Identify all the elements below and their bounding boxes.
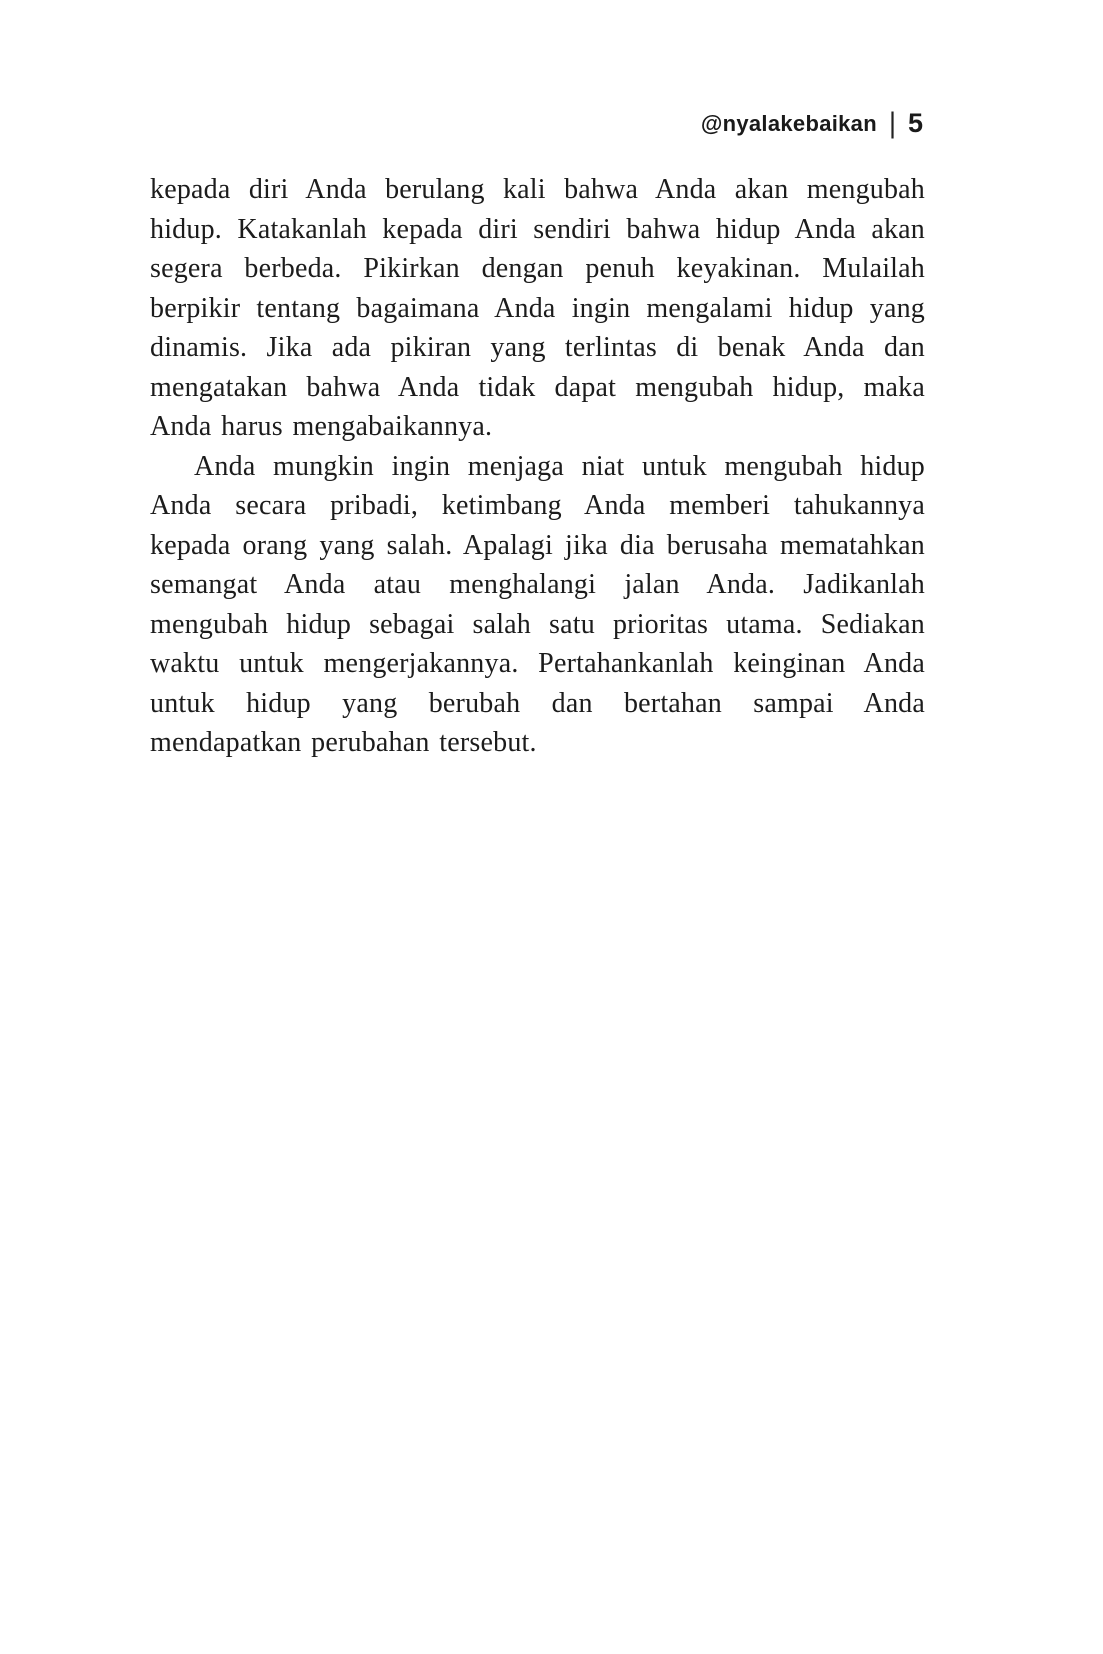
body-text [150, 170, 925, 763]
header-divider: | [888, 107, 896, 139]
paragraph: Anda mungkin ingin menjaga niat untuk mengubah hidup Anda secara pribadi, ketimbang Anda memberi tahukannya kepada orang yang salah. Apalagi jika dia berusaha mematahkan semangat Anda atau menghalangi jalan Anda. Jadikanlah mengubah hidup sebagai salah satu prioritas utama. Sediakan waktu untuk mengerjakannya. Pertahankanlah keinginan Anda untuk hidup yang berubah dan bertahan sampai Anda mendapatkan perubahan tersebut. [150, 450, 925, 758]
page-number-label: 5 [907, 108, 923, 138]
running-header [700, 107, 923, 139]
paragraph: kepada diri Anda berulang kali bahwa Anda akan mengubah hidup. Katakanlah kepada diri sendiri bahwa hidup Anda akan segera berbeda. Pikirkan dengan penuh keyakinan. Mulailah berpikir tentang bagaimana Anda ingin mengalami hidup yang dinamis. Jika ada pikiran yang terlintas di benak Anda dan mengatakan bahwa Anda tidak dapat mengubah hidup, maka Anda harus mengabaikannya. [150, 174, 925, 442]
header-handle: @nyalakebaikan [700, 110, 877, 136]
